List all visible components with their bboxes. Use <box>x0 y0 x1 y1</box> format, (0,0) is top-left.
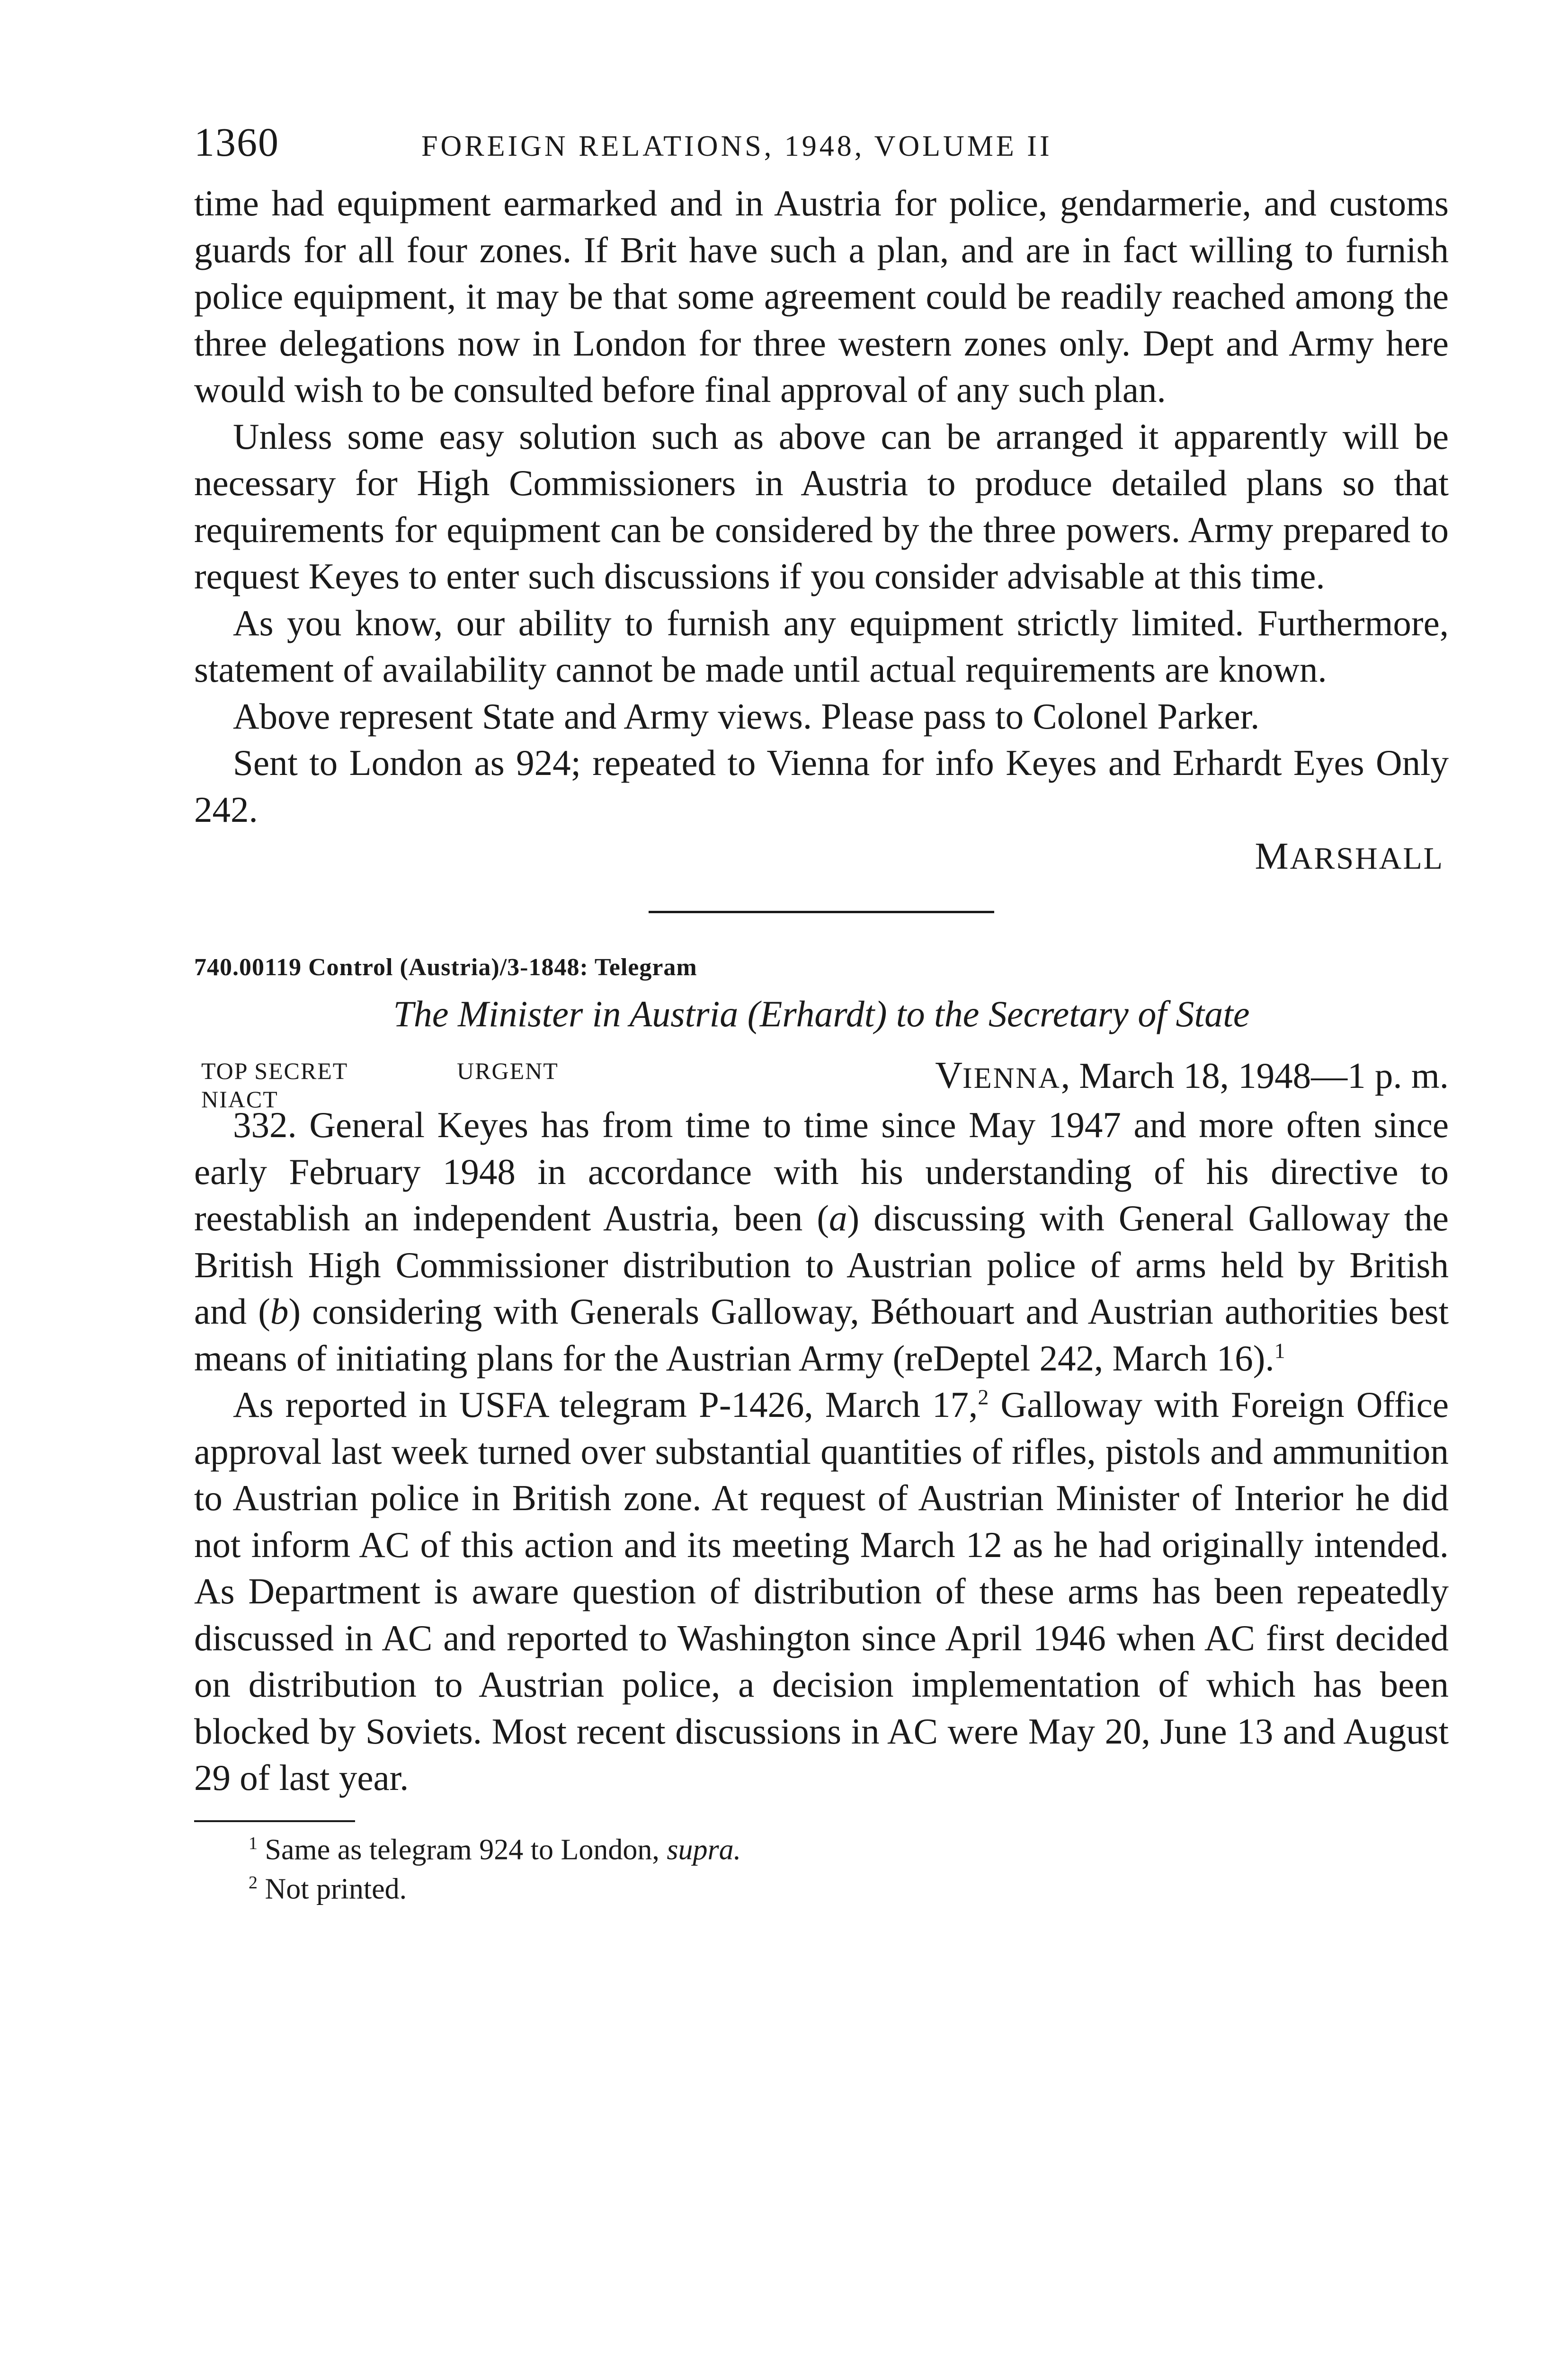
footnote-1 <box>194 1827 1449 1867</box>
file-reference: 740.00119 Control (Austria)/3-1848: Telegram <box>194 954 697 981</box>
paragraph-text: 332. General Keyes has from time to time since May 1947 and more often since early February 1948 in accordance with his understanding of his directive to reestablish an independent Austria, been ( <box>194 1104 1449 1238</box>
dateline-date: , March 18, 1948—1 p. m. <box>1060 1055 1449 1096</box>
signature-initial: M <box>1255 836 1290 877</box>
signature-marshall <box>194 833 1444 882</box>
paragraph: Unless some easy solution such as above can be arranged it apparently will be necessary for High Commissioners in Austria to produce detailed plans so that requirements for equipment can be considered by the three powers. Army prepared to request Keyes to enter such discussions if you consider advisable at this time. <box>194 416 1449 596</box>
paragraph-text: ) discussing with General Galloway the British High Commissioner distribution to Austrian police of arms held by British and ( <box>194 1198 1449 1332</box>
paragraph: As you know, our ability to furnish any equipment strictly limited. Furthermore, statement of availability cannot be made until actual requirements are known. <box>194 602 1449 690</box>
page-number: 1360 <box>194 119 279 165</box>
footnote-text: Same as telegram 924 to London, <box>265 1833 667 1866</box>
paragraph <box>194 1102 1449 1381</box>
document-page <box>194 118 1449 1906</box>
paragraph-text: As reported in USFA telegram P-1426, March 17, <box>233 1384 978 1425</box>
footnote-ref-2: 2 <box>978 1385 989 1409</box>
footnote-2 <box>194 1866 1449 1906</box>
paragraph: Above represent State and Army views. Please pass to Colonel Parker. <box>233 695 1260 737</box>
list-marker-a: a <box>829 1198 847 1238</box>
signature-rest: ARSHALL <box>1290 841 1444 876</box>
section-1-body <box>194 180 1449 833</box>
paragraph: Sent to London as 924; repeated to Vienna for info Keyes and Erhardt Eyes Only 242. <box>194 742 1449 830</box>
list-marker-b: b <box>270 1291 289 1332</box>
document-title: The Minister in Austria (Erhardt) to the Secretary of State <box>393 993 1250 1034</box>
classification-urgent: URGENT <box>457 1058 559 1084</box>
paragraph-text: ) considering with Generals Galloway, Béthouart and Austrian authorities best means of initiating plans for the Austrian Army (reDeptel 242, March 16). <box>194 1291 1449 1379</box>
footnote-number: 2 <box>249 1873 258 1893</box>
classification-top-secret: TOP SECRET <box>201 1058 348 1084</box>
footnotes <box>194 1827 1449 1906</box>
paragraph <box>194 1381 1449 1801</box>
section-2-body <box>194 1102 1449 1801</box>
running-head <box>194 118 1449 170</box>
dateline <box>935 1057 1449 1097</box>
classification-niact: NIACT <box>201 1086 278 1112</box>
footnote-text: Not printed. <box>265 1873 407 1905</box>
dateline-place-initial: V <box>935 1055 963 1096</box>
footnote-rule <box>194 1820 355 1822</box>
section-separator <box>649 911 994 913</box>
footnote-text-italic: supra. <box>667 1833 741 1866</box>
dateline-row <box>194 1057 1449 1128</box>
classification-block <box>201 1057 559 1113</box>
paragraph-text: Galloway with Foreign Office approval last week turned over substantial quantities of rifles, pistols and ammunition to Austrian police in British zone. At request of Austrian Minister of Interior he did not inform AC of this action and its meeting March 12 as he had originally intended. As Department is aware question of distribution of these arms has been repeatedly discussed in AC and reported to Washington since April 1946 when AC first decided on distribution to Austrian police, a decision implementation of which has been blocked by Soviets. Most recent discussions in AC were May 20, June 13 and August 29 of last year. <box>194 1384 1449 1798</box>
footnote-number: 1 <box>249 1833 258 1853</box>
running-head-title: FOREIGN RELATIONS, 1948, VOLUME II <box>421 130 1052 162</box>
footnote-ref-1: 1 <box>1274 1338 1285 1362</box>
dateline-place: IENNA <box>962 1062 1061 1095</box>
paragraph: time had equipment earmarked and in Austria for police, gendarmerie, and customs guards for all four zones. If Brit have such a plan, and are in fact willing to furnish police equipment, it may be that some agreement could be readily reached among the three delegations now in London for three western zones only. Dept and Army here would wish to be consulted before final approval of any such plan. <box>194 183 1449 410</box>
